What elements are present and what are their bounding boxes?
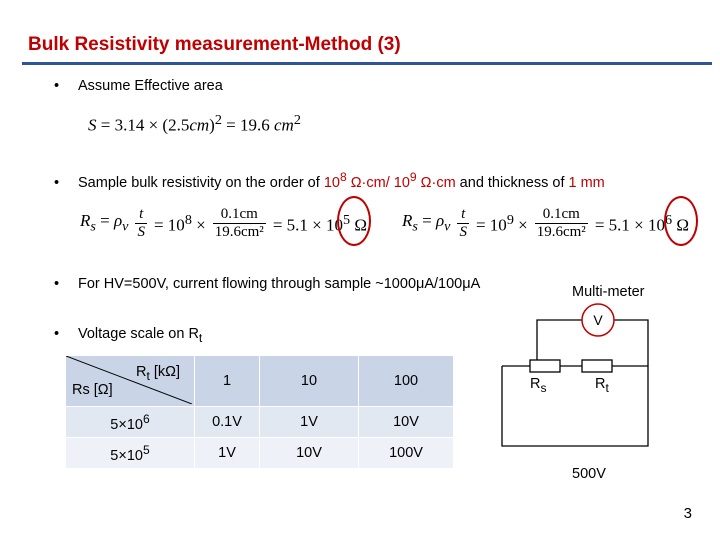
row-header: $5\times 10^6$ (66, 407, 195, 438)
table-row (66, 438, 454, 469)
resistor-rs (530, 360, 560, 372)
table-cell: 1V (195, 438, 260, 469)
table-cell: 100V (359, 438, 454, 469)
exponent-highlight-circle (664, 196, 698, 246)
voltage-scale-table (66, 356, 454, 469)
table-cell: 0.1V (195, 407, 260, 438)
title-underline (22, 62, 712, 65)
bullet-voltage: • Voltage scale on $R_t$ (54, 326, 203, 345)
bullet-area-text: Assume Effective area (78, 78, 223, 94)
table-cell: 1V (260, 407, 359, 438)
rt-label: $R_t$ (595, 376, 609, 395)
rs-equation-1: $R_s = \rho_v$ $\frac{t}{S}$ = $10^8$ × $\frac{0.1cm}{\text{19.6cm²}}$ = $5.1 \times 10^5$ Ω (80, 206, 367, 240)
table-cell: 10V (359, 407, 454, 438)
rs-label: $R_s$ (530, 376, 547, 395)
multimeter-label: Multi-meter (572, 284, 645, 300)
column-header: 100 (359, 356, 454, 407)
table-corner-cell: $R_t$ [kΩ] Rs [Ω] (66, 356, 195, 407)
column-header: 1 (195, 356, 260, 407)
row-header: $5\times 10^5$ (66, 438, 195, 469)
resistor-rt (582, 360, 612, 372)
supply-voltage-label: 500V (572, 466, 606, 482)
exponent-highlight-circle (337, 196, 371, 246)
bullet-area: • Assume Effective area (54, 78, 223, 94)
slide-title: Bulk Resistivity measurement-Method (3) (28, 34, 401, 55)
voltmeter-symbol: V (593, 312, 603, 328)
rs-equation-2: $R_s = \rho_v$ $\frac{t}{S}$ = $10^9$ × $\frac{0.1cm}{\text{19.6cm²}}$ = $5.1 \times 10^6$ Ω (402, 206, 689, 240)
column-header: 10 (260, 356, 359, 407)
page-number: 3 (683, 505, 692, 522)
circuit-diagram (480, 300, 680, 470)
bullet-hv: • For HV=500V, current flowing through sample ~1000μA/100μA (54, 276, 481, 292)
bullet-sample: • Sample bulk resistivity on the order of $10^8$ Ω·cm/ $10^9$ Ω·cm and thickness of 1 mm (54, 170, 605, 191)
area-equation: $S = 3.14 \times (2.5cm)^2 = 19.6$ $cm^2$ (88, 112, 301, 135)
table-header-row (66, 356, 454, 407)
table-row (66, 407, 454, 438)
table-cell: 10V (260, 438, 359, 469)
circuit-wires (502, 320, 648, 446)
